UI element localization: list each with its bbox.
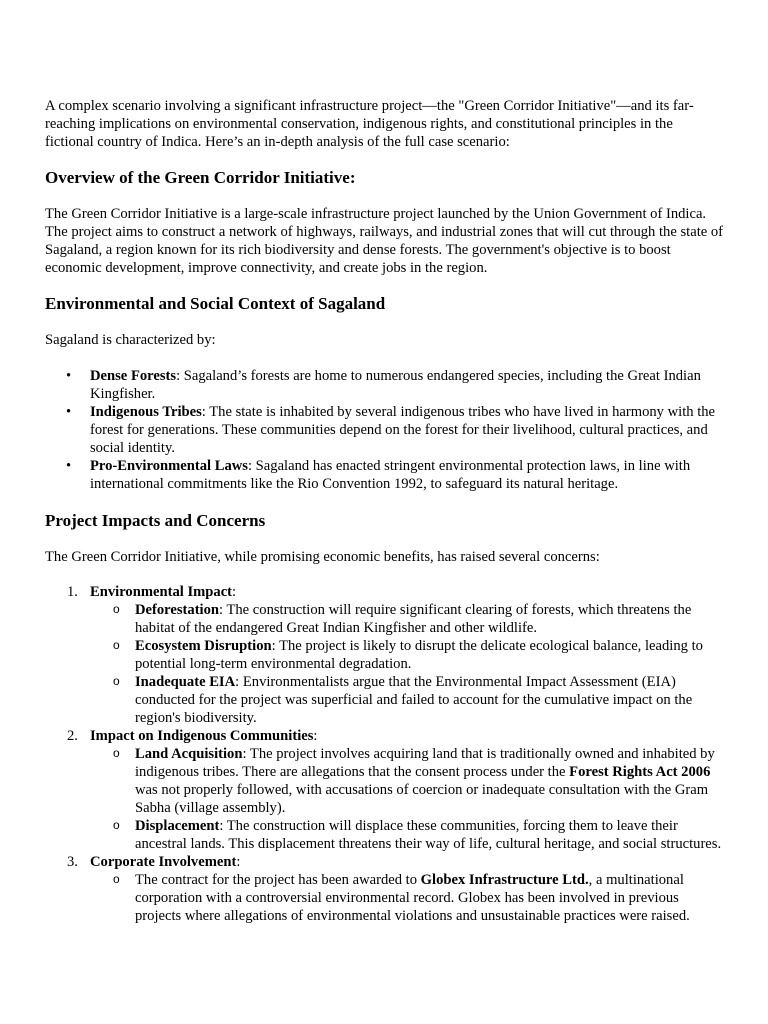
concern-item (67, 583, 725, 727)
overview-heading: Overview of the Green Corridor Initiative: (45, 168, 356, 187)
concern-sublist (90, 601, 725, 727)
item-text: : Sagaland has enacted stringent environmental protection laws, in line with international commitments like the Rio Convention 1992, to safeguard its natural heritage. (90, 458, 691, 492)
concern-sublist (90, 745, 725, 853)
concern-number: 2. (67, 728, 78, 744)
sub-item (135, 637, 725, 673)
sub-text: : The project is likely to disrupt the delicate ecological balance, leading to potential long-term environmental degradation. (135, 638, 703, 672)
intro-paragraph: A complex scenario involving a significant infrastructure project—the "Green Corridor Initiative"—and its far-reaching implications on environmental conservation, indigenous rights, and constitutional principles in the fictional country of Indica. Here’s an in-depth analysis of the full case scenario: (45, 98, 694, 150)
list-item (90, 367, 725, 403)
sub-text: : The project involves acquiring land that is traditionally owned and inhabited by indigenous tribes. There are allegations that the consent process under the (135, 746, 715, 780)
sub-text: was not properly followed, with accusations of coercion or inadequate consultation with the Gram Sabha (village assembly). (135, 782, 709, 816)
item-term: Indigenous Tribes (90, 404, 202, 420)
concern-title: Impact on Indigenous Communities (90, 728, 314, 744)
concern-number: 3. (67, 854, 78, 870)
impacts-lead: The Green Corridor Initiative, while promising economic benefits, has raised several concerns: (45, 549, 600, 565)
sub-text: , a multinational corporation with a controversial environmental record. Globex has been involved in previous projects where allegations of environmental violations and unsustainable practices were raised. (135, 872, 690, 924)
sub-item (135, 601, 725, 637)
item-text: : Sagaland’s forests are home to numerous endangered species, including the Great Indian Kingfisher. (90, 368, 701, 402)
sub-term: Ecosystem Disruption (135, 638, 272, 654)
sub-item (135, 817, 725, 853)
item-term: Pro-Environmental Laws (90, 458, 248, 474)
concern-title: Environmental Impact (90, 584, 233, 600)
list-item (90, 403, 725, 457)
sub-text: : The construction will require significant clearing of forests, which threatens the habitat of the endangered Great Indian Kingfisher and other wildlife. (135, 602, 692, 636)
sub-term: Land Acquisition (135, 746, 243, 762)
sub-bold-ref: Globex Infrastructure Ltd. (420, 872, 589, 888)
impacts-heading: Project Impacts and Concerns (45, 511, 266, 530)
context-heading: Environmental and Social Context of Sagaland (45, 294, 386, 313)
sub-term: Deforestation (135, 602, 220, 618)
overview-paragraph: The Green Corridor Initiative is a large-scale infrastructure project launched by the Union Government of Indica. The project aims to construct a network of highways, railways, and industrial zones that will cut through the state of Sagaland, a region known for its rich biodiversity and dense forests. The government's objective is to boost economic development, improve connectivity, and create jobs in the region. (45, 206, 724, 276)
sub-term: Displacement (135, 818, 220, 834)
concern-item (67, 853, 725, 925)
concern-colon: : (313, 728, 318, 744)
item-text: : The state is inhabited by several indigenous tribes who have lived in harmony with the forest for generations. These communities depend on the forest for their livelihood, cultural practices, and social identity. (90, 404, 716, 456)
concern-title: Corporate Involvement (90, 854, 237, 870)
sub-text: : Environmentalists argue that the Environmental Impact Assessment (EIA) conducted for the project was superficial and failed to account for the cumulative impact on the region's biodiversity. (135, 674, 693, 726)
concern-item (67, 727, 725, 853)
sub-item (135, 871, 725, 925)
sub-text: The contract for the project has been awarded to (135, 872, 421, 888)
concerns-list (45, 583, 725, 925)
item-term: Dense Forests (90, 368, 177, 384)
context-list (45, 367, 725, 493)
concern-number: 1. (67, 584, 78, 600)
sub-item (135, 673, 725, 727)
document-body (45, 97, 725, 925)
sub-bold-ref: Forest Rights Act 2006 (569, 764, 711, 780)
sub-item (135, 745, 725, 817)
concern-colon: : (232, 584, 237, 600)
concern-colon: : (236, 854, 241, 870)
concern-sublist (90, 871, 725, 925)
context-lead: Sagaland is characterized by: (45, 332, 216, 348)
sub-text: : The construction will displace these communities, forcing them to leave their ancestral lands. This displacement threatens their way of life, cultural heritage, and social structures. (135, 818, 722, 852)
sub-term: Inadequate EIA (135, 674, 236, 690)
list-item (90, 457, 725, 493)
